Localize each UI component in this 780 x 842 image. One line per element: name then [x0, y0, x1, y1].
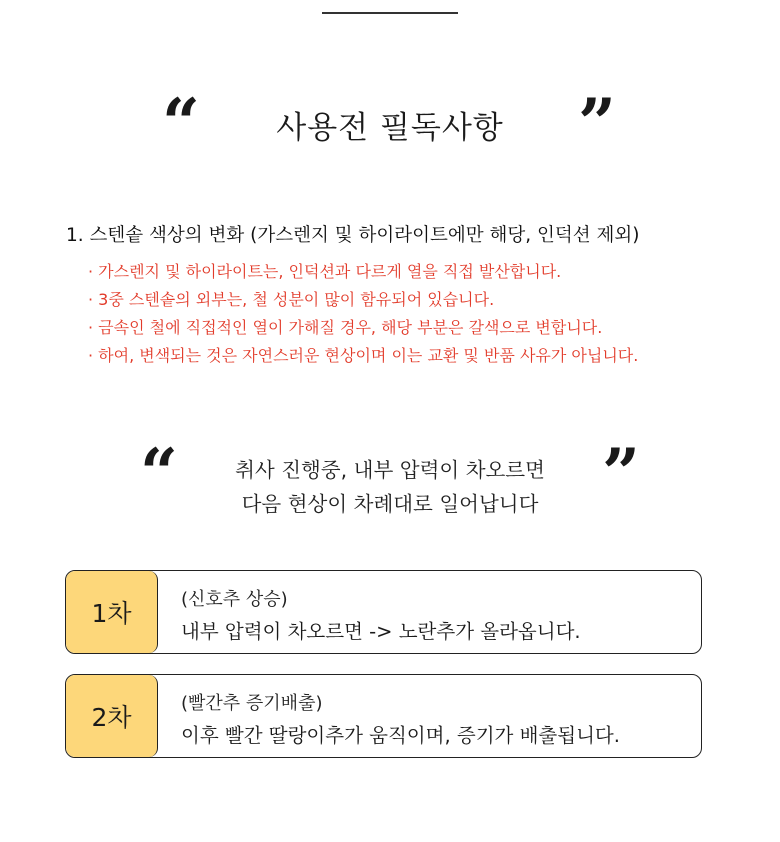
step-description: 이후 빨간 딸랑이추가 움직이며, 증기가 배출됩니다.: [181, 724, 620, 747]
pressure-intro: [0, 453, 780, 521]
intro-line-1: 취사 진행중, 내부 압력이 차오르면: [235, 458, 545, 482]
bullet-item: · 3중 스텐솥의 외부는, 철 성분이 많이 함유되어 있습니다.: [88, 290, 495, 309]
step-badge: 1차: [66, 571, 158, 653]
top-divider: [322, 12, 458, 14]
step-title: (빨간추 증기배출): [181, 693, 323, 714]
step-card-2: [65, 674, 702, 758]
bullet-item: · 금속인 철에 직접적인 열이 가해질 경우, 해당 부분은 갈색으로 변합니다.: [88, 318, 603, 337]
color-change-section: [66, 222, 766, 370]
section-heading: 1. 스텐솥 색상의 변화 (가스렌지 및 하이라이트에만 해당, 인덕션 제외): [66, 225, 640, 246]
step-title: (신호추 상승): [181, 589, 288, 610]
step-card-1: [65, 570, 702, 654]
intro-line-2: 다음 현상이 차례대로 일어납니다: [241, 492, 539, 516]
bullet-item: · 가스렌지 및 하이라이트는, 인덕션과 다르게 열을 직접 발산합니다.: [88, 262, 562, 281]
close-quote-icon: ”: [578, 84, 616, 162]
open-quote-icon: “: [162, 84, 200, 162]
intro-line-2-highlight: [234, 487, 547, 521]
step-description: 내부 압력이 차오르면 -> 노란추가 올라옵니다.: [181, 620, 581, 643]
intro-open-quote-icon: “: [140, 434, 178, 512]
step-badge: 2차: [66, 675, 158, 757]
bullet-item: · 하여, 변색되는 것은 자연스러운 현상이며 이는 교환 및 반품 사유가 아닙니다.: [88, 346, 639, 365]
intro-close-quote-icon: ”: [602, 434, 640, 512]
page-title: 사용전 필독사항: [276, 110, 504, 146]
